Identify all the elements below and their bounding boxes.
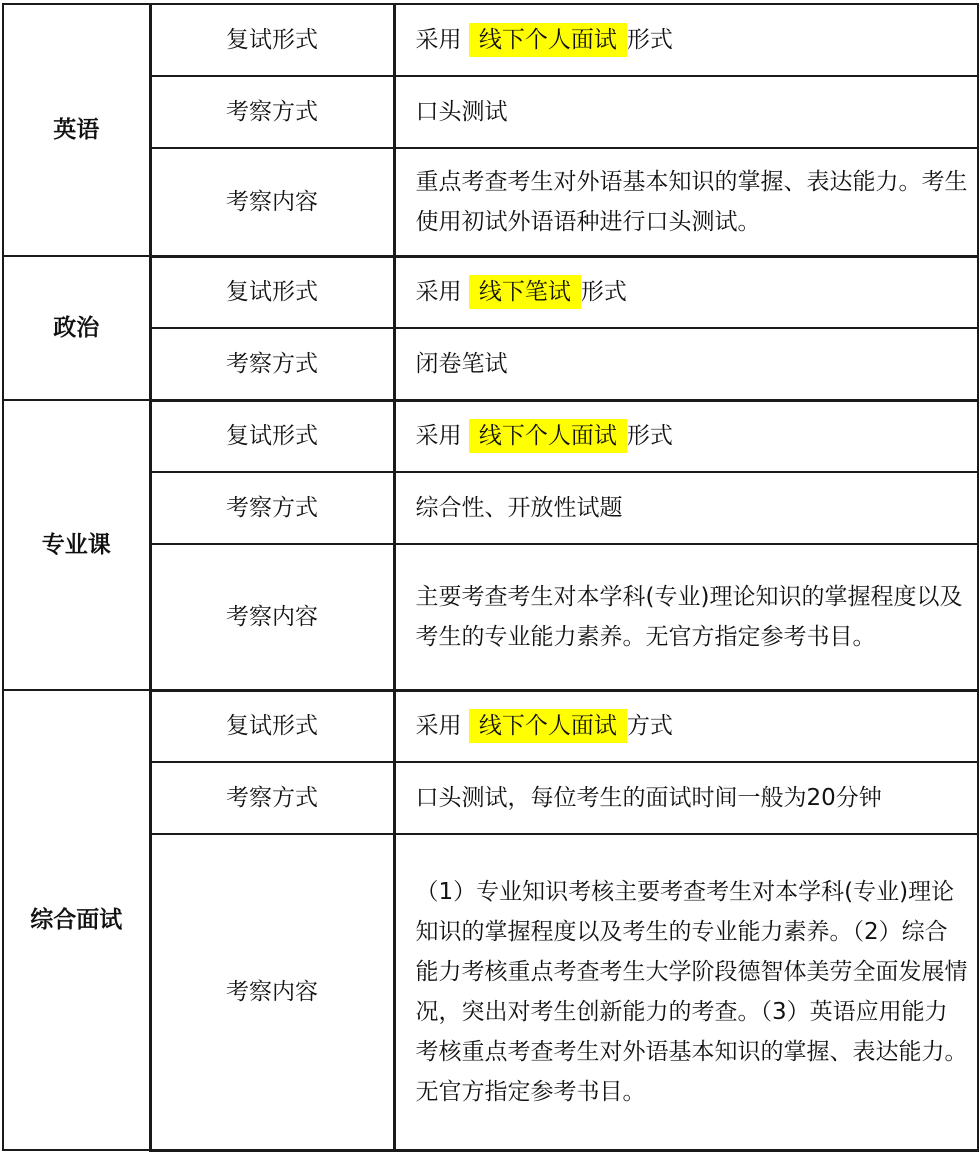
row-label: 复试形式 — [150, 690, 394, 762]
table-row — [3, 544, 978, 690]
table-row — [3, 690, 978, 762]
row-label: 考察方式 — [150, 472, 394, 544]
row-value: （1）专业知识考核主要考查考生对本学科(专业)理论知识的掌握程度以及考生的专业能力素养。（2）综合能力考核重点考查考生大学阶段德智体美劳全面发展情况，突出对考生创新能力的考查。（3）英语应用能力考核重点考查考生对外语基本知识的掌握、表达能力。无官方指定参考书目。 — [394, 834, 978, 1150]
highlighted-text: 线下笔试 — [469, 275, 581, 309]
row-label: 复试形式 — [150, 4, 394, 76]
subject-politics: 政治 — [3, 256, 150, 400]
value-suffix: 形式 — [626, 27, 673, 53]
value-suffix: 方式 — [626, 713, 673, 740]
row-label: 考察内容 — [150, 148, 394, 256]
subject-comprehensive-interview: 综合面试 — [3, 690, 150, 1150]
row-value: 口头测试 — [394, 76, 978, 148]
table-row — [3, 4, 978, 76]
highlighted-text: 线下个人面试 — [469, 709, 627, 743]
table-row — [3, 328, 978, 400]
row-label: 考察内容 — [150, 544, 394, 690]
row-label: 考察方式 — [150, 328, 394, 400]
row-value — [394, 256, 978, 328]
value-suffix: 形式 — [626, 423, 673, 450]
row-value: 重点考查考生对外语基本知识的掌握、表达能力。考生使用初试外语语种进行口头测试。 — [394, 148, 978, 256]
row-label: 考察方式 — [150, 76, 394, 148]
row-label: 复试形式 — [150, 256, 394, 328]
subject-english: 英语 — [3, 4, 150, 256]
row-value: 闭卷笔试 — [394, 328, 978, 400]
value-prefix: 采用 — [415, 27, 462, 53]
row-value: 口头测试，每位考生的面试时间一般为20分钟 — [394, 762, 978, 834]
row-label: 考察方式 — [150, 762, 394, 834]
table-row — [3, 472, 978, 544]
row-label: 复试形式 — [150, 400, 394, 472]
subject-major-course: 专业课 — [3, 400, 150, 690]
table-row — [3, 834, 978, 1150]
table-row — [3, 256, 978, 328]
row-value — [394, 400, 978, 472]
row-label: 考察内容 — [150, 834, 394, 1150]
value-prefix: 采用 — [415, 713, 462, 740]
value-prefix: 采用 — [415, 279, 462, 306]
highlighted-text: 线下个人面试 — [469, 23, 627, 57]
row-value — [394, 4, 978, 76]
retest-format-table — [2, 3, 979, 1152]
value-prefix: 采用 — [415, 423, 462, 450]
row-value: 综合性、开放性试题 — [394, 472, 978, 544]
highlighted-text: 线下个人面试 — [469, 419, 627, 453]
row-value: 主要考查考生对本学科(专业)理论知识的掌握程度以及考生的专业能力素养。无官方指定参考书目。 — [394, 544, 978, 690]
table-row — [3, 76, 978, 148]
value-suffix: 形式 — [580, 279, 627, 306]
table-row — [3, 148, 978, 256]
table-row — [3, 762, 978, 834]
row-value — [394, 690, 978, 762]
table-row — [3, 400, 978, 472]
